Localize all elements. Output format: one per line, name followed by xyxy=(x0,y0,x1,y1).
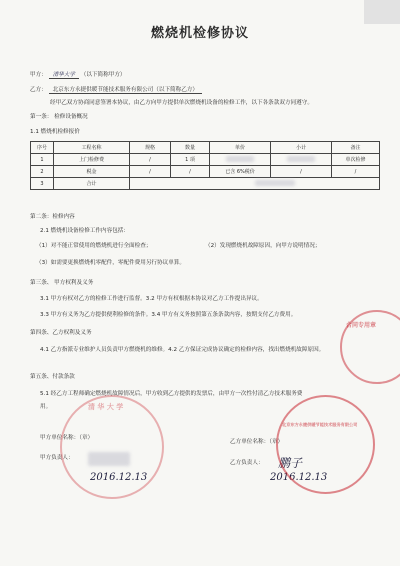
section3-line: 3.3 甲方有义务为乙方提供便利检修的条件。3.4 甲方有义务按照第五条条款内容，按期支付乙方费用。 xyxy=(40,312,297,318)
redacted-cell xyxy=(271,154,332,166)
table-header: 数量 xyxy=(171,142,210,154)
section2-line: （3）如需要更换燃烧机零配件，零配件费用另行协议单算。 xyxy=(36,260,185,266)
table-cell: 3 xyxy=(31,178,54,190)
table-header-row xyxy=(31,142,380,154)
section2-line: （1）对不能正常使用的燃烧机进行全面检查； xyxy=(36,243,152,249)
party-b-label: 乙方： xyxy=(30,87,47,93)
table-row xyxy=(31,166,380,178)
redacted-total-cell xyxy=(130,178,380,190)
party-a-seal-text: 清 华 大 学 xyxy=(88,403,124,411)
table-cell: 已含 6%税价 xyxy=(210,166,271,178)
scan-corner-shadow xyxy=(364,0,400,24)
party-b-seal-text: 北京东方永捷供暖节能技术服务有限公司 xyxy=(282,422,358,427)
party-b-name: 北京东方永捷供暖节能技术服务有限公司（以下简称乙方） xyxy=(49,87,202,94)
table-cell: / xyxy=(130,166,171,178)
table-header: 规格 xyxy=(130,142,171,154)
party-b-person-label: 乙方负责人： xyxy=(230,460,264,466)
party-b-line xyxy=(30,87,202,94)
table-cell: / xyxy=(130,154,171,166)
table-header: 单价 xyxy=(210,142,271,154)
section4-title: 第四条、乙方权利及义务 xyxy=(30,330,92,336)
table-cell: 2 xyxy=(31,166,54,178)
table-cell: / xyxy=(171,166,210,178)
party-b-signature: 鹏子 xyxy=(278,456,303,470)
table-row xyxy=(31,178,380,190)
section5-line: 5.1 经乙方工程师确定燃烧机故障情况后，甲方收到乙方提供的发票后，由甲方一次性付清乙方技术服务费 xyxy=(40,391,303,397)
party-b-seal xyxy=(276,395,375,494)
party-a-name: 清华大学 xyxy=(49,72,79,79)
table-cell: 单次检修 xyxy=(332,154,380,166)
redacted-cell xyxy=(210,154,271,166)
table-cell: / xyxy=(332,166,380,178)
table-header: 小计 xyxy=(271,142,332,154)
seam-seal-text: 合同专用章 xyxy=(346,322,377,329)
table-cell: 1 xyxy=(31,154,54,166)
document-title: 燃烧机检修协议 xyxy=(150,26,249,41)
section2-line: （2）发现燃烧机故障原因，向甲方说明情况； xyxy=(205,243,321,249)
section1-title: 第一条： 检修设备概况 xyxy=(30,114,88,120)
section3-title: 第三条、 甲方权利及义务 xyxy=(30,280,94,286)
section5-line: 用。 xyxy=(40,404,52,410)
table-header: 工程名称 xyxy=(54,142,130,154)
table-header: 备注 xyxy=(332,142,380,154)
party-b-unit-label: 乙方单位名称：（章） xyxy=(230,439,284,445)
table-cell: 1 项 xyxy=(171,154,210,166)
section2-title: 第二条：检修内容 xyxy=(30,214,75,220)
party-a-date: 2016.12.13 xyxy=(90,472,148,483)
table-cell: 上门检修费 xyxy=(54,154,130,166)
party-a-person-label: 甲方负责人： xyxy=(40,455,74,461)
table-cell: 合计 xyxy=(54,178,130,190)
table-cell: / xyxy=(271,166,332,178)
party-a-label: 甲方： xyxy=(30,72,47,78)
table-cell: 税金 xyxy=(54,166,130,178)
party-a-unit-label: 甲方单位名称：（章） xyxy=(40,435,94,441)
section4-line: 4.1 乙方指派专业维护人员负责甲方燃烧机的维修。4.2 乙方保证完成协议确定的检修内容，找出燃烧机故障原因。 xyxy=(40,347,325,353)
section5-title: 第五条、付款条款 xyxy=(30,374,75,380)
table-row xyxy=(31,154,380,166)
party-a-note: （以下简称甲方） xyxy=(80,72,126,78)
party-b-date: 2016.12.13 xyxy=(270,472,328,483)
intro-text: 经甲乙双方协商同意签署本协议，由乙方向甲方提供单次燃烧机设备的检修工作，以下各条款双方同遵守。 xyxy=(50,100,313,106)
table-header: 序号 xyxy=(31,142,54,154)
section1-sub: 1.1 燃烧机检修报价 xyxy=(30,129,80,135)
section2-line: 2.1 燃烧机设备检修工作内容包括： xyxy=(40,228,129,234)
section3-line: 3.1 甲方有权对乙方的检修工作进行监督。3.2 甲方有权根据本协议对乙方工作提出异议。 xyxy=(40,296,263,302)
quote-table xyxy=(30,141,380,190)
party-a-line xyxy=(30,72,126,79)
